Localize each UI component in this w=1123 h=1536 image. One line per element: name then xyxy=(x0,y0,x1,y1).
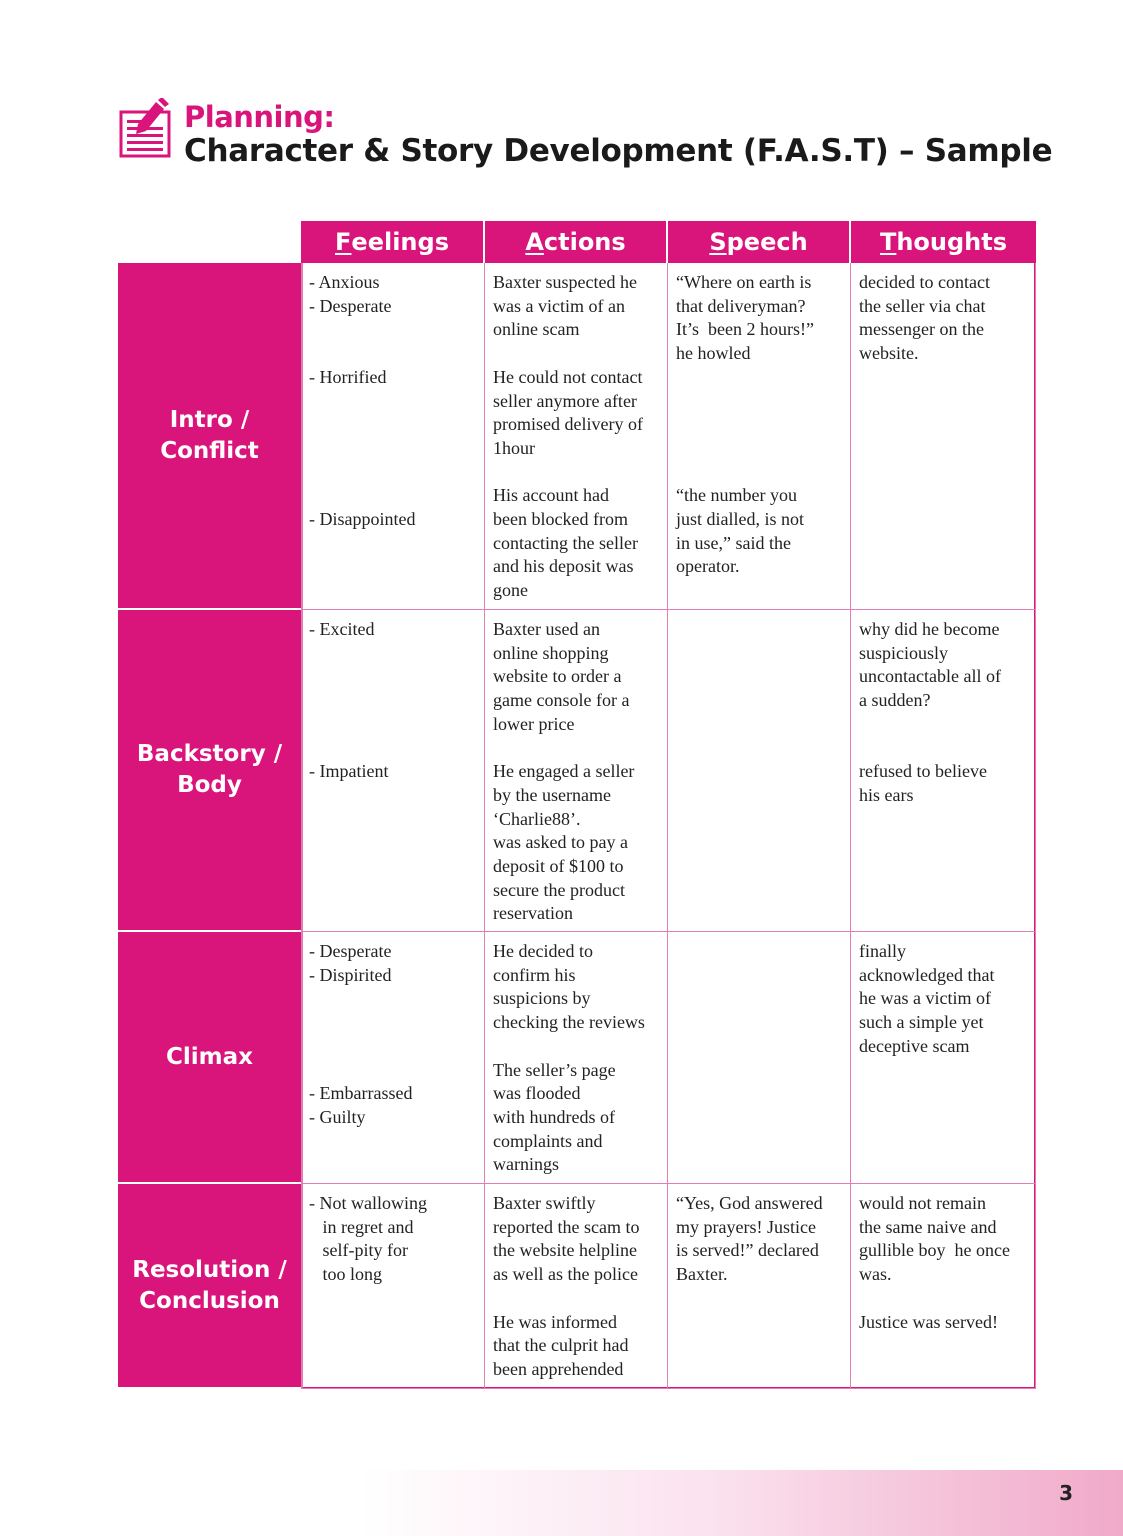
row-header-line: Resolution / xyxy=(132,1256,287,1283)
cell-line xyxy=(309,1059,478,1083)
cell-line: that the culprit had xyxy=(493,1335,629,1356)
row-header-line: Conflict xyxy=(160,437,259,464)
cell-line: He could not contact xyxy=(493,366,643,387)
cell-line: - Not wallowing xyxy=(309,1193,427,1213)
cell-line: my prayers! Justice xyxy=(676,1216,816,1237)
cell-line: Baxter swiftly xyxy=(493,1193,596,1213)
column-header-initial: S xyxy=(709,228,727,256)
cell-line: - Anxious xyxy=(309,272,380,292)
cell-line: game console for a xyxy=(493,690,630,711)
cell-line xyxy=(309,390,478,414)
cell-line: reservation xyxy=(493,903,573,924)
cell-line: the seller via chat xyxy=(859,295,986,316)
cell-line xyxy=(309,1011,478,1035)
cell-line xyxy=(309,413,478,437)
table-cell-actions xyxy=(485,263,668,610)
cell-line: been apprehended xyxy=(493,1358,624,1379)
cell-line: in regret and xyxy=(309,1216,414,1237)
cell-line xyxy=(493,461,661,485)
cell-line: deposit of $100 to xyxy=(493,856,624,877)
table-cell-thoughts xyxy=(851,610,1036,932)
cell-line xyxy=(309,1035,478,1059)
cell-line: his ears xyxy=(859,784,914,805)
cell-line: such a simple yet xyxy=(859,1012,984,1033)
cell-line: as well as the police xyxy=(493,1264,638,1285)
cell-line: was. xyxy=(859,1264,892,1285)
cell-line: he was a victim of xyxy=(859,988,991,1009)
cell-line xyxy=(309,737,478,761)
row-header-label xyxy=(137,739,282,801)
row-header-line: Body xyxy=(177,772,242,798)
cell-line xyxy=(309,484,478,508)
cell-line: uncontactable all of xyxy=(859,666,1001,687)
cell-line: by the username xyxy=(493,784,611,805)
cell-line: “Yes, God answered xyxy=(676,1193,823,1213)
cell-line: He decided to xyxy=(493,941,593,961)
cell-line: refused to believe xyxy=(859,761,987,782)
cell-line: a sudden? xyxy=(859,690,931,711)
row-header-line: Climax xyxy=(166,1043,253,1070)
cell-line xyxy=(493,1035,661,1059)
cell-line: - Dispirited xyxy=(309,964,392,985)
table-cell-speech xyxy=(668,1184,851,1389)
cell-line: - Disappointed xyxy=(309,509,416,530)
column-header-thoughts xyxy=(851,221,1036,263)
cell-line: checking the reviews xyxy=(493,1012,645,1033)
table-cell-actions xyxy=(485,1184,668,1389)
table-cell-actions xyxy=(485,932,668,1184)
cell-line xyxy=(859,713,1029,737)
cell-line: contacting the seller xyxy=(493,532,638,553)
cell-line: confirm his xyxy=(493,964,576,985)
cell-line xyxy=(676,437,844,461)
cell-line xyxy=(309,713,478,737)
cell-line: gullible boy he once xyxy=(859,1240,1010,1261)
cell-line: suspicions by xyxy=(493,988,591,1009)
cell-line: “Where on earth is xyxy=(676,272,812,292)
row-header xyxy=(118,1184,301,1389)
cell-line: decided to contact xyxy=(859,272,990,292)
cell-line xyxy=(309,437,478,461)
cell-line: secure the product xyxy=(493,879,625,900)
row-header-line: Intro / xyxy=(169,406,250,433)
cell-line: and his deposit was xyxy=(493,556,634,577)
cell-line xyxy=(859,1287,1029,1311)
column-header-rest: peech xyxy=(726,228,808,256)
cell-line: Baxter suspected he xyxy=(493,272,637,292)
cell-line: that deliveryman? xyxy=(676,295,806,316)
table-cell-feelings xyxy=(301,932,485,1184)
cell-line xyxy=(676,366,844,390)
column-header-initial: A xyxy=(525,228,544,256)
cell-line: promised delivery of xyxy=(493,414,643,435)
column-header-rest: ctions xyxy=(543,228,626,256)
row-header xyxy=(118,932,301,1184)
cell-line xyxy=(493,1287,661,1311)
column-header-rest: eelings xyxy=(351,228,449,256)
page-number: 3 xyxy=(1059,1481,1073,1505)
cell-line: The seller’s page xyxy=(493,1059,616,1080)
cell-line: why did he become xyxy=(859,619,1000,639)
cell-line: 1hour xyxy=(493,437,535,458)
row-header xyxy=(118,610,301,932)
column-header-rest: houghts xyxy=(896,228,1008,256)
cell-line: was a victim of an xyxy=(493,295,625,316)
column-header-initial: F xyxy=(335,228,352,256)
cell-line: - Guilty xyxy=(309,1106,366,1127)
column-header-feelings xyxy=(301,221,485,263)
cell-line: online shopping xyxy=(493,642,609,663)
table-cell-actions xyxy=(485,610,668,932)
row-header-label xyxy=(166,1042,253,1073)
planning-clipboard-pencil-icon xyxy=(118,98,174,158)
cell-line: He engaged a seller xyxy=(493,761,635,782)
footer-band xyxy=(360,1470,1123,1536)
cell-line: the website helpline xyxy=(493,1240,637,1261)
cell-line: too long xyxy=(309,1264,383,1285)
page-title: Character & Story Development (F.A.S.T) – Sample xyxy=(184,133,1053,169)
row-header xyxy=(118,263,301,610)
cell-line: deceptive scam xyxy=(859,1035,970,1056)
cell-line: just dialled, is not xyxy=(676,509,804,530)
cell-line: reported the scam to xyxy=(493,1216,640,1237)
cell-line xyxy=(309,689,478,713)
cell-line: Baxter. xyxy=(676,1264,728,1285)
cell-line: is served!” declared xyxy=(676,1240,819,1261)
fast-table xyxy=(118,221,1036,1389)
cell-line: was flooded xyxy=(493,1083,581,1104)
cell-line xyxy=(309,318,478,342)
table-cell-thoughts xyxy=(851,263,1036,610)
cell-line: - Embarrassed xyxy=(309,1083,413,1104)
column-header-initial: T xyxy=(879,228,897,256)
cell-line: suspiciously xyxy=(859,642,949,663)
cell-line xyxy=(309,665,478,689)
row-header-label xyxy=(160,405,259,467)
cell-line: - Desperate xyxy=(309,941,392,961)
cell-line: His account had xyxy=(493,485,609,506)
page-subtitle: Planning: xyxy=(184,100,335,134)
table-cell-thoughts xyxy=(851,932,1036,1184)
cell-line xyxy=(676,390,844,414)
cell-line: with hundreds of xyxy=(493,1106,615,1127)
cell-line: website to order a xyxy=(493,666,622,687)
cell-line: in use,” said the xyxy=(676,532,791,553)
cell-line: finally xyxy=(859,941,906,961)
cell-line: been blocked from xyxy=(493,509,628,530)
cell-line: messenger on the xyxy=(859,319,984,340)
column-header-actions xyxy=(485,221,668,263)
cell-line: seller anymore after xyxy=(493,390,637,411)
cell-line: acknowledged that xyxy=(859,964,995,985)
cell-line: he howled xyxy=(676,343,751,364)
cell-line xyxy=(859,737,1029,761)
column-header-speech xyxy=(668,221,851,263)
cell-line xyxy=(309,642,478,666)
cell-line xyxy=(676,461,844,485)
table-cell-thoughts xyxy=(851,1184,1036,1389)
cell-line: - Desperate xyxy=(309,295,392,316)
cell-line xyxy=(676,413,844,437)
cell-line: “the number you xyxy=(676,485,797,506)
cell-line: self-pity for xyxy=(309,1240,408,1261)
cell-line: - Horrified xyxy=(309,366,387,387)
cell-line: - Impatient xyxy=(309,761,389,782)
cell-line: online scam xyxy=(493,319,580,340)
cell-line: was asked to pay a xyxy=(493,832,628,853)
cell-line: lower price xyxy=(493,713,575,734)
cell-line: would not remain xyxy=(859,1193,986,1213)
cell-line: Justice was served! xyxy=(859,1311,998,1332)
cell-line xyxy=(309,342,478,366)
table-cell-speech xyxy=(668,263,851,610)
cell-line: complaints and xyxy=(493,1130,603,1151)
cell-line xyxy=(493,737,661,761)
cell-line: warnings xyxy=(493,1154,559,1175)
cell-line xyxy=(493,342,661,366)
cell-line: - Excited xyxy=(309,619,375,639)
cell-line: website. xyxy=(859,343,919,364)
table-cell-speech xyxy=(668,932,851,1184)
table-cell-feelings xyxy=(301,1184,485,1389)
cell-line xyxy=(309,987,478,1011)
cell-line: the same naive and xyxy=(859,1216,997,1237)
cell-line: It’s been 2 hours!” xyxy=(676,319,814,340)
table-cell-feelings xyxy=(301,263,485,610)
table-cell-feelings xyxy=(301,610,485,932)
table-cell-speech xyxy=(668,610,851,932)
cell-line: He was informed xyxy=(493,1311,617,1332)
cell-line: gone xyxy=(493,580,528,601)
row-header-label xyxy=(132,1255,287,1317)
row-header-line: Conclusion xyxy=(139,1287,280,1314)
cell-line: operator. xyxy=(676,556,740,577)
cell-line xyxy=(309,461,478,485)
cell-line: ‘Charlie88’. xyxy=(493,808,581,829)
cell-line: Baxter used an xyxy=(493,619,600,639)
row-header-line: Backstory / xyxy=(136,741,283,767)
